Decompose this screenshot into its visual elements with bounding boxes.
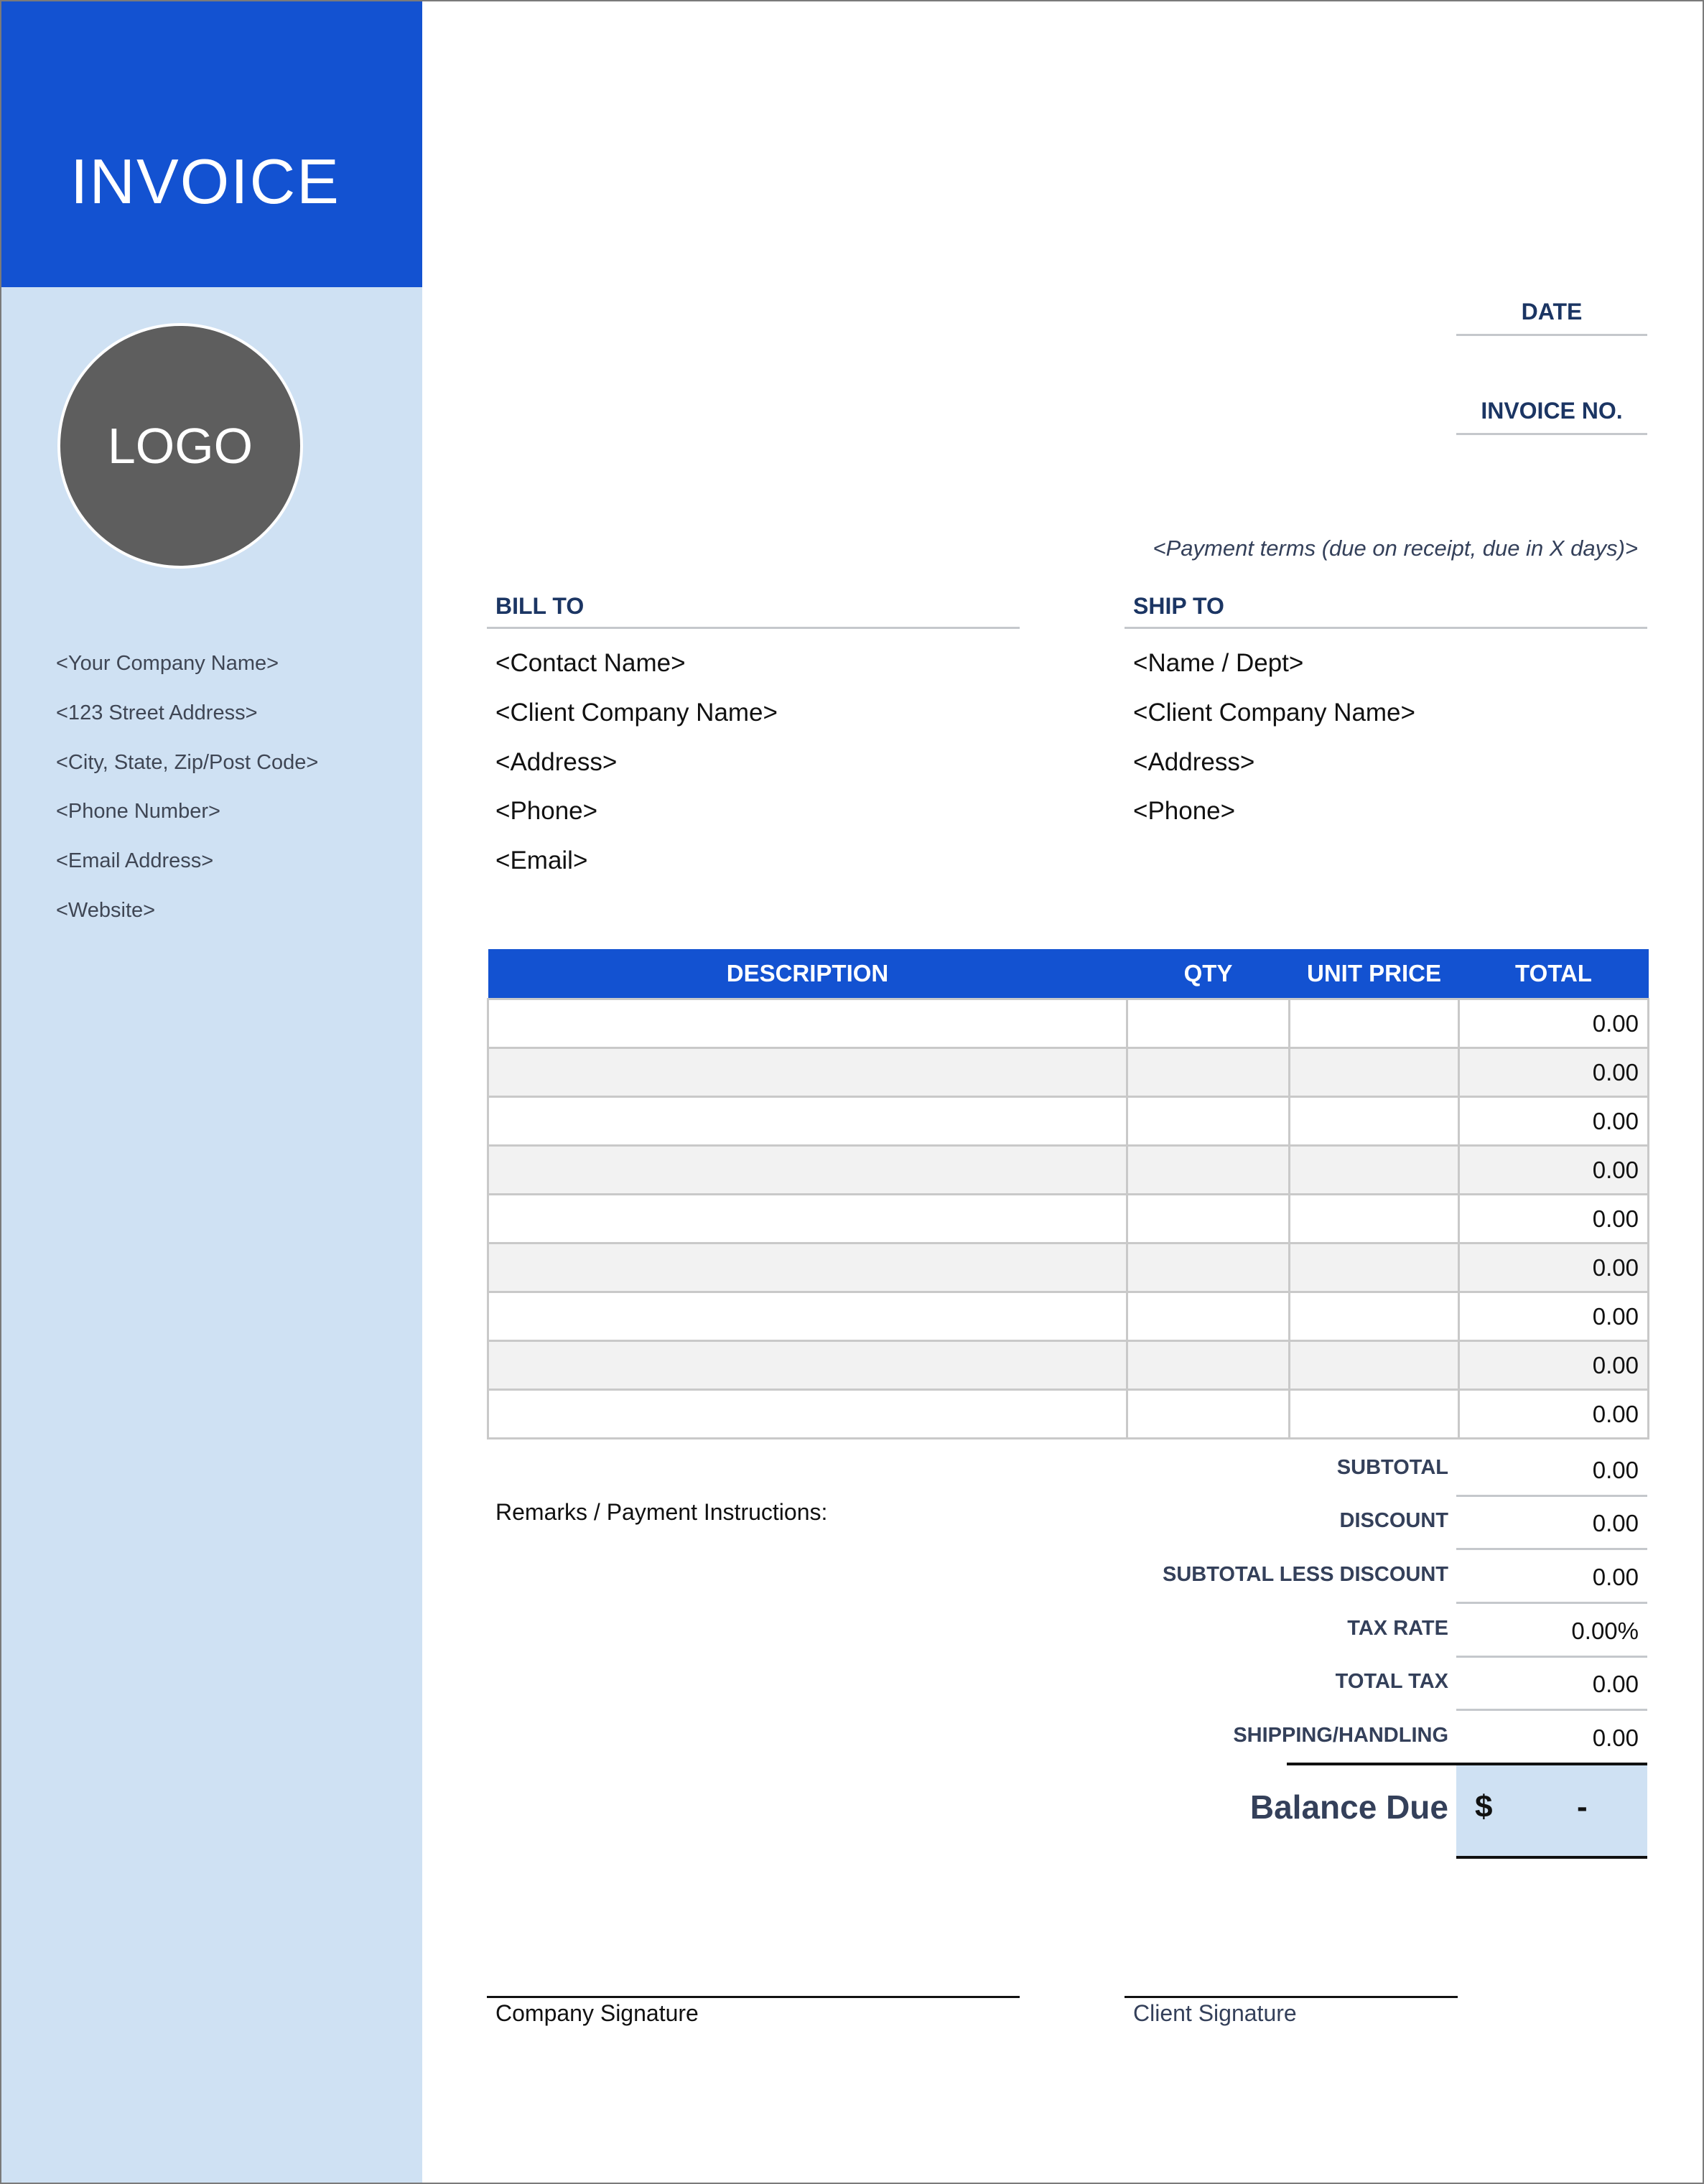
ship-to-lines xyxy=(1133,649,1415,846)
unit-price-cell[interactable] xyxy=(1290,1292,1459,1341)
subtotal-value: 0.00 xyxy=(1456,1444,1647,1497)
unit-price-cell[interactable] xyxy=(1290,1341,1459,1390)
table-row xyxy=(488,1097,1649,1146)
qty-cell[interactable] xyxy=(1127,1146,1290,1195)
qty-cell[interactable] xyxy=(1127,1341,1290,1390)
qty-cell[interactable] xyxy=(1127,1195,1290,1243)
invoice-title: INVOICE xyxy=(70,146,340,217)
ship-to-phone[interactable]: <Phone> xyxy=(1133,797,1236,826)
subtotal-less-discount-value: 0.00 xyxy=(1456,1551,1647,1604)
bill-to-email[interactable]: <Email> xyxy=(495,846,588,875)
discount-label: DISCOUNT xyxy=(1339,1509,1448,1532)
invoice-number-label[interactable]: INVOICE NO. xyxy=(1456,398,1647,435)
table-row xyxy=(488,1341,1649,1390)
description-cell[interactable] xyxy=(488,1146,1127,1195)
description-cell[interactable] xyxy=(488,1195,1127,1243)
total-tax-label: TOTAL TAX xyxy=(1335,1670,1448,1693)
column-header-qty: QTY xyxy=(1127,949,1290,999)
tax-rate-value[interactable]: 0.00% xyxy=(1456,1605,1647,1658)
unit-price-cell[interactable] xyxy=(1290,1048,1459,1097)
bill-to-heading: BILL TO xyxy=(487,593,1020,629)
bill-to-lines xyxy=(495,649,778,896)
total-cell: 0.00 xyxy=(1459,1195,1649,1243)
column-header-description: DESCRIPTION xyxy=(488,949,1127,999)
unit-price-cell[interactable] xyxy=(1290,1195,1459,1243)
payment-terms[interactable]: <Payment terms (due on receipt, due in X days)> xyxy=(1153,536,1638,561)
description-cell[interactable] xyxy=(488,1292,1127,1341)
table-row xyxy=(488,1195,1649,1243)
company-city-state-zip[interactable]: <City, State, Zip/Post Code> xyxy=(56,750,319,774)
ship-to-company-name[interactable]: <Client Company Name> xyxy=(1133,698,1415,727)
company-name[interactable]: <Your Company Name> xyxy=(56,652,279,675)
unit-price-cell[interactable] xyxy=(1290,1243,1459,1292)
company-signature-label: Company Signature xyxy=(495,2000,699,2026)
qty-cell[interactable] xyxy=(1127,1390,1290,1439)
table-row xyxy=(488,1243,1649,1292)
subtotal-label: SUBTOTAL xyxy=(1336,1456,1448,1479)
table-header-row xyxy=(488,949,1649,999)
description-cell[interactable] xyxy=(488,1243,1127,1292)
total-cell: 0.00 xyxy=(1459,999,1649,1048)
bill-to-contact-name[interactable]: <Contact Name> xyxy=(495,649,686,677)
unit-price-cell[interactable] xyxy=(1290,1146,1459,1195)
qty-cell[interactable] xyxy=(1127,1048,1290,1097)
description-cell[interactable] xyxy=(488,1097,1127,1146)
total-cell: 0.00 xyxy=(1459,1097,1649,1146)
logo-text: LOGO xyxy=(107,418,253,474)
table-row xyxy=(488,1146,1649,1195)
tax-rate-label: TAX RATE xyxy=(1347,1617,1448,1640)
date-label[interactable]: DATE xyxy=(1456,299,1647,336)
description-cell[interactable] xyxy=(488,1390,1127,1439)
ship-to-name-dept[interactable]: <Name / Dept> xyxy=(1133,649,1304,677)
company-email[interactable]: <Email Address> xyxy=(56,849,214,873)
bill-to-company-name[interactable]: <Client Company Name> xyxy=(495,698,778,727)
balance-due-label: Balance Due xyxy=(1249,1788,1448,1826)
company-website[interactable]: <Website> xyxy=(56,898,156,922)
unit-price-cell[interactable] xyxy=(1290,1390,1459,1439)
ship-to-address[interactable]: <Address> xyxy=(1133,747,1255,776)
client-signature-label: Client Signature xyxy=(1133,2000,1297,2026)
subtotal-less-discount-label: SUBTOTAL LESS DISCOUNT xyxy=(1163,1563,1448,1586)
client-signature-line[interactable] xyxy=(1125,1996,1458,1998)
table-row xyxy=(488,1048,1649,1097)
column-header-total: TOTAL xyxy=(1459,949,1649,999)
table-row xyxy=(488,999,1649,1048)
company-details xyxy=(56,650,318,947)
total-cell: 0.00 xyxy=(1459,1146,1649,1195)
bill-to-phone[interactable]: <Phone> xyxy=(495,797,598,826)
remarks-label[interactable]: Remarks / Payment Instructions: xyxy=(495,1499,828,1525)
unit-price-cell[interactable] xyxy=(1290,999,1459,1048)
column-header-unit-price: UNIT PRICE xyxy=(1290,949,1459,999)
total-cell: 0.00 xyxy=(1459,1243,1649,1292)
ship-to-heading: SHIP TO xyxy=(1125,593,1647,629)
description-cell[interactable] xyxy=(488,999,1127,1048)
balance-due-value: - xyxy=(1577,1789,1588,1824)
description-cell[interactable] xyxy=(488,1048,1127,1097)
total-cell: 0.00 xyxy=(1459,1341,1649,1390)
qty-cell[interactable] xyxy=(1127,1097,1290,1146)
logo-placeholder xyxy=(57,323,303,569)
table-row xyxy=(488,1292,1649,1341)
description-cell[interactable] xyxy=(488,1341,1127,1390)
table-row xyxy=(488,1390,1649,1439)
company-signature-line[interactable] xyxy=(487,1996,1020,1998)
title-band xyxy=(1,1,422,287)
company-street-address[interactable]: <123 Street Address> xyxy=(56,701,258,724)
total-cell: 0.00 xyxy=(1459,1048,1649,1097)
qty-cell[interactable] xyxy=(1127,1243,1290,1292)
total-cell: 0.00 xyxy=(1459,1390,1649,1439)
shipping-handling-label: SHIPPING/HANDLING xyxy=(1233,1724,1448,1747)
total-cell: 0.00 xyxy=(1459,1292,1649,1341)
company-phone[interactable]: <Phone Number> xyxy=(56,800,220,823)
qty-cell[interactable] xyxy=(1127,1292,1290,1341)
unit-price-cell[interactable] xyxy=(1290,1097,1459,1146)
discount-value[interactable]: 0.00 xyxy=(1456,1497,1647,1550)
balance-currency-symbol: $ xyxy=(1475,1789,1493,1824)
qty-cell[interactable] xyxy=(1127,999,1290,1048)
bill-to-address[interactable]: <Address> xyxy=(495,747,618,776)
shipping-handling-value[interactable]: 0.00 xyxy=(1592,1725,1639,1751)
total-tax-value: 0.00 xyxy=(1456,1658,1647,1711)
line-items-table xyxy=(487,949,1649,1439)
